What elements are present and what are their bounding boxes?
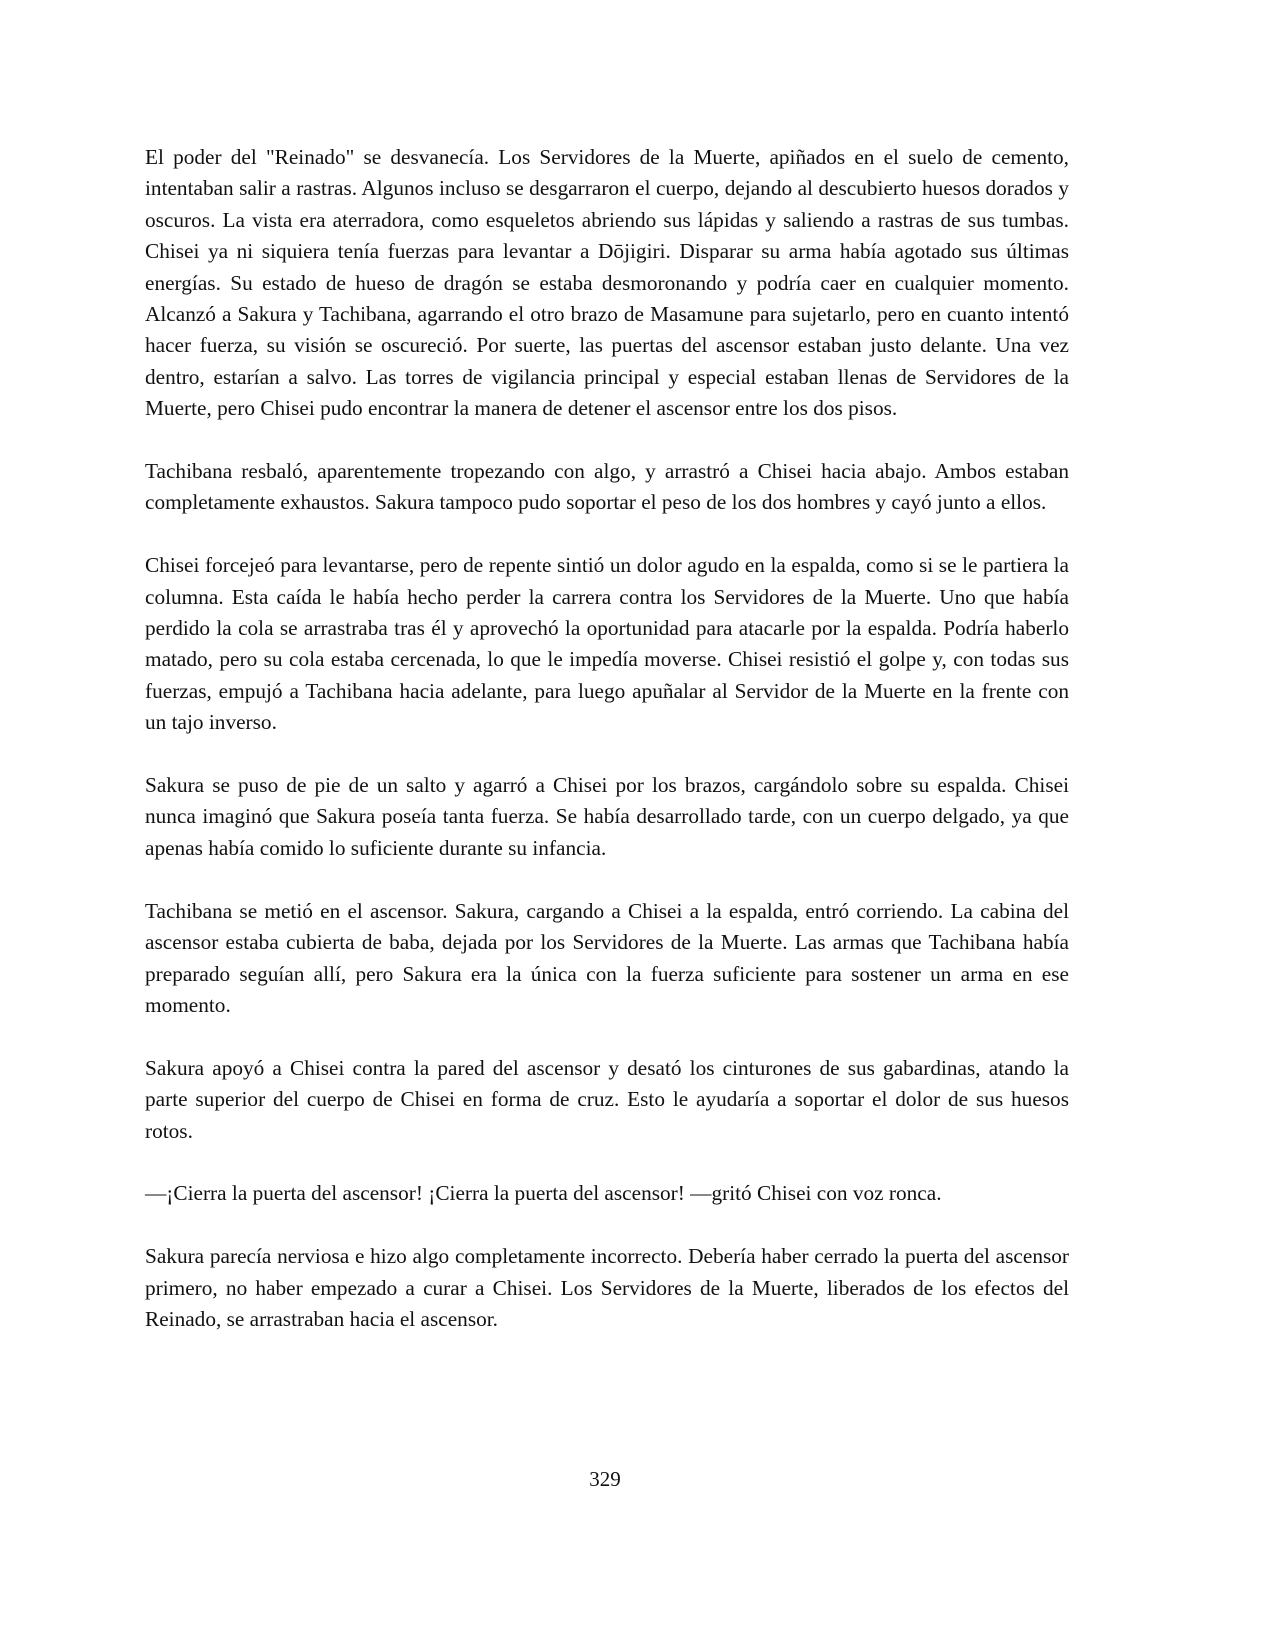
paragraph: Sakura apoyó a Chisei contra la pared del ascensor y desató los cinturones de sus gabardinas, atando la parte superior del cuerpo de Chisei en forma de cruz. Esto le ayudaría a soportar el dolor de sus huesos rotos. — [145, 1055, 1069, 1143]
paragraph: Tachibana resbaló, aparentemente tropezando con algo, y arrastró a Chisei hacia abajo. Ambos estaban completamente exhaustos. Sakura tampoco pudo soportar el peso de los dos hombres y cayó junto a ellos. — [145, 459, 1069, 515]
page-number: 329 — [589, 1467, 621, 1491]
paragraph: Sakura parecía nerviosa e hizo algo completamente incorrecto. Debería haber cerrado la puerta del ascensor primero, no haber empezado a curar a Chisei. Los Servidores de la Muerte, liberados de los efectos del Reinado, se arrastraban hacia el ascensor. — [145, 1244, 1069, 1331]
paragraph: Sakura se puso de pie de un salto y agarró a Chisei por los brazos, cargándolo sobre su espalda. Chisei nunca imaginó que Sakura poseía tanta fuerza. Se había desarrollado tarde, con un cuerpo delgado, ya que apenas había comido lo suficiente durante su infancia. — [145, 773, 1069, 860]
paragraph: —¡Cierra la puerta del ascensor! ¡Cierra la puerta del ascensor! —gritó Chisei con voz ronca. — [145, 1181, 942, 1206]
page-body — [145, 142, 1069, 1367]
paragraph: Chisei forcejeó para levantarse, pero de repente sintió un dolor agudo en la espalda, como si se le partiera la columna. Esta caída le había hecho perder la carrera contra los Servidores de la Muerte. Uno que había perdido la cola se arrastraba tras él y aprovechó la oportunidad para atacarle por la espalda. Podría haberlo matado, pero su cola estaba cercenada, lo que le impedía moverse. Chisei resistió el golpe y, con todas sus fuerzas, empujó a Tachibana hacia adelante, para luego apuñalar al Servidor de la Muerte en la frente con un tajo inverso. — [145, 553, 1069, 735]
paragraph: El poder del "Reinado" se desvanecía. Los Servidores de la Muerte, apiñados en el suelo de cemento, intentaban salir a rastras. Algunos incluso se desgarraron el cuerpo, dejando al descubierto huesos dorados y oscuros. La vista era aterradora, como esqueletos abriendo sus lápidas y saliendo a rastras de sus tumbas. Chisei ya ni siquiera tenía fuerzas para levantar a Dōjigiri. Disparar su arma había agotado sus últimas energías. Su estado de hueso de dragón se estaba desmoronando y podría caer en cualquier momento. Alcanzó a Sakura y Tachibana, agarrando el otro brazo de Masamune para sujetarlo, pero en cuanto intentó hacer fuerza, su visión se oscureció. Por suerte, las puertas del ascensor estaban justo delante. Una vez dentro, estarían a salvo. Las torres de vigilancia principal y especial estaban llenas de Servidores de la Muerte, pero Chisei pudo encontrar la manera de detener el ascensor entre los dos pisos. — [145, 145, 1069, 421]
paragraph: Tachibana se metió en el ascensor. Sakura, cargando a Chisei a la espalda, entró corriendo. La cabina del ascensor estaba cubierta de baba, dejada por los Servidores de la Muerte. Las armas que Tachibana había preparado seguían allí, pero Sakura era la única con la fuerza suficiente para sostener un arma en ese momento. — [145, 898, 1069, 1017]
